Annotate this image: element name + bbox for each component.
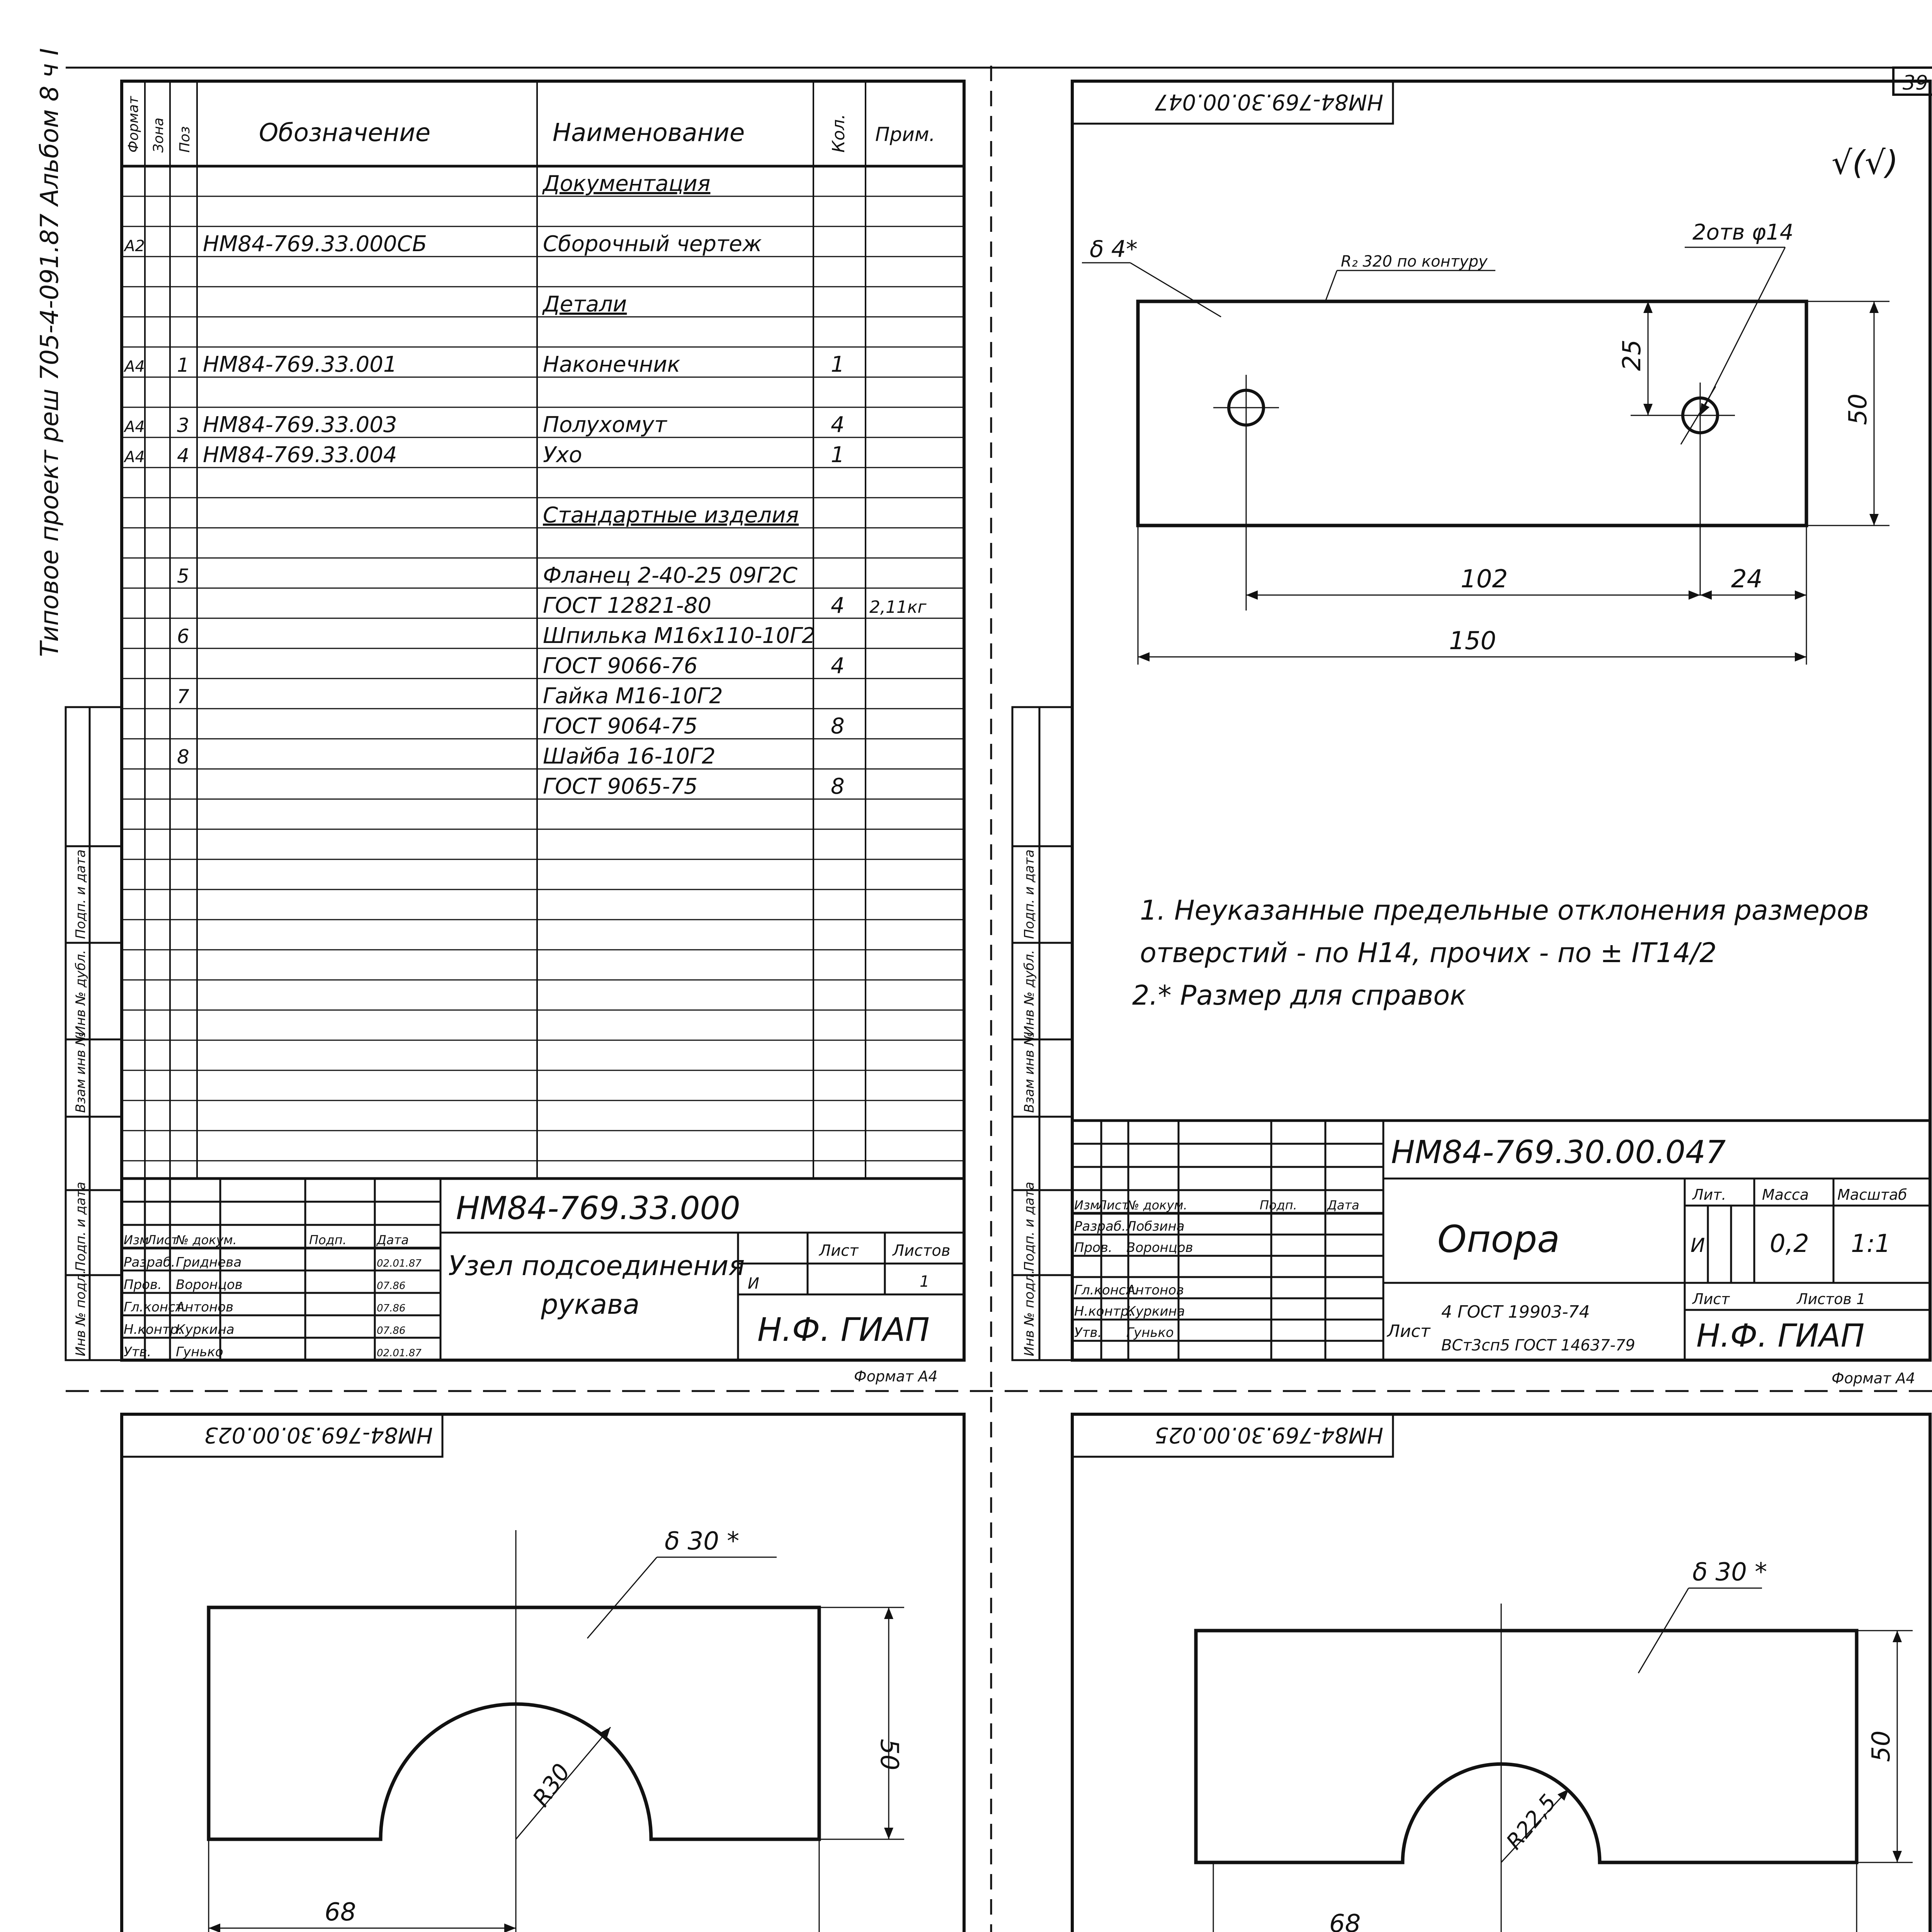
tb-role: Разраб.: [1074, 1219, 1126, 1234]
spec-stamp-label: Взам инв №: [73, 1032, 88, 1113]
spec-cell-name: Стандартные изделия: [543, 503, 799, 528]
p25-thickness: δ 30 *: [1692, 1558, 1767, 1587]
opora-dim-edge: 24: [1731, 565, 1763, 594]
opora-note-1: 1. Неуказанные предельные отклонения размеров: [1140, 895, 1869, 926]
p23-dim-half: 68: [325, 1898, 356, 1927]
opora-note-3: 2.* Размер для справок: [1132, 980, 1466, 1011]
tb-person-name: Лобзина: [1126, 1219, 1185, 1234]
spec-cell-fmt: А4: [124, 418, 145, 436]
spec-cell-pos: 6: [177, 625, 189, 648]
opora-tb-title: Опора: [1437, 1218, 1560, 1261]
opora-tb-format: Формат А4: [1832, 1370, 1915, 1387]
spec-cell-fmt: А4: [124, 448, 145, 466]
tb-person-name: Гриднева: [176, 1255, 242, 1270]
tb-person-name: Антонов: [176, 1299, 234, 1315]
tb-role: Н.контр.: [124, 1322, 183, 1337]
tb-role: Утв.: [124, 1344, 151, 1360]
p25-top-stamp: НМ84-769.30.00.025: [1155, 1422, 1383, 1447]
spec-cell-pos: 7: [177, 685, 189, 708]
tb-date: 07.86: [377, 1325, 406, 1337]
spec-cell-pos: 8: [177, 746, 189, 768]
p23-dim-height: 50: [875, 1739, 903, 1770]
spec-cell-qty: 1: [831, 442, 845, 468]
spec-header-format: Формат: [126, 96, 141, 153]
opora-stamp-label: Подп. и дата: [1022, 1182, 1037, 1271]
opora-part: [1082, 220, 1889, 665]
spec-header-note: Прим.: [875, 123, 935, 146]
tb-head-cell: Лист: [147, 1233, 179, 1247]
tb-date: 07.86: [377, 1280, 406, 1292]
spec-cell-pos: 3: [177, 414, 189, 437]
tb-role: Пров.: [1074, 1240, 1112, 1255]
tb-date: 02.01.87: [377, 1347, 422, 1359]
spec-cell-designation: НМ84-769.33.003: [203, 412, 397, 437]
opora-dim-hole-offset: 25: [1618, 339, 1646, 371]
spec-header-qty: Кол.: [829, 114, 849, 153]
spec-cell-fmt: А4: [124, 358, 145, 376]
tb-head-cell: № докум.: [176, 1233, 237, 1247]
spec-cell-pos: 1: [177, 354, 189, 376]
tb-head-cell: Дата: [377, 1233, 409, 1247]
spec-cell-name: Полухомут: [543, 412, 667, 437]
opora-tb-material-2: ВСт3сп5 ГОСТ 14637-79: [1441, 1337, 1635, 1354]
spec-header-pos: Поз: [177, 126, 193, 153]
spec-stamp-label: Инв № дубл.: [73, 950, 88, 1036]
opora-stamp-label: Инв № дубл.: [1022, 950, 1037, 1036]
page-number: 39: [1902, 71, 1929, 95]
tb-head-cell: Подп.: [309, 1233, 347, 1247]
opora-tb-scale: 1:1: [1851, 1230, 1891, 1258]
tb-head-cell: Изм: [1074, 1198, 1100, 1213]
tb-head-cell: Лист: [1097, 1198, 1129, 1213]
spec-cell-name: Наконечник: [543, 352, 680, 377]
opora-dim-height: 50: [1844, 393, 1872, 425]
p25-radius: R22,5: [1501, 1789, 1561, 1854]
opora-tb-material-1: 4 ГОСТ 19903-74: [1441, 1302, 1590, 1322]
p23-top-stamp: НМ84-769.30.00.023: [204, 1422, 433, 1447]
opora-tb-lit: И: [1690, 1234, 1705, 1257]
spec-cell-qty: 4: [831, 412, 845, 437]
spec-cell-pos: 4: [177, 444, 189, 467]
opora-dim-spacing: 102: [1461, 565, 1508, 594]
tb-person-name: Гунько: [1126, 1325, 1174, 1340]
opora-tb-code: НМ84-769.30.00.047: [1391, 1134, 1726, 1171]
opora-tb-mass: 0,2: [1770, 1230, 1809, 1258]
spec-header-name: Наименование: [553, 119, 745, 147]
tb-role: Пров.: [124, 1277, 162, 1293]
opora-stamp-label: Инв № подл.: [1022, 1270, 1037, 1356]
spec-cell-note: 2,11кг: [869, 597, 927, 617]
opora-holes: 2отв φ14: [1692, 220, 1794, 245]
opora-roughness: √(√): [1832, 144, 1898, 182]
opora-tb-org: Н.Ф. ГИАП: [1696, 1318, 1865, 1354]
spec-cell-qty: 1: [831, 352, 845, 377]
tb-person-name: Гунько: [176, 1344, 223, 1360]
spec-stamp-label: Инв № подл.: [73, 1270, 88, 1356]
tb-role: Разраб.: [124, 1255, 175, 1270]
tb-role: Гл.конст.: [124, 1299, 187, 1315]
spec-tb-people: [124, 1233, 422, 1360]
p25-dim-height: 50: [1867, 1730, 1896, 1762]
spec-tb-code: НМ84-769.33.000: [456, 1190, 740, 1227]
tb-person-name: Воронцов: [1126, 1240, 1193, 1255]
p25-dim-half: 68: [1329, 1910, 1361, 1932]
spec-cell-name: ГОСТ 12821-80: [543, 593, 711, 618]
tb-person-name: Куркина: [176, 1322, 235, 1337]
sheet-dividers: [66, 66, 1932, 1932]
spec-header-zone: Зона: [151, 117, 167, 153]
tb-role: Гл.конст.: [1074, 1282, 1138, 1298]
spec-side-caption: Типовое проект реш 705-4-091.87 Альбом 8 ч I: [36, 48, 64, 657]
spec-cell-name: Ухо: [543, 442, 582, 468]
spec-tb-sheets-val: 1: [920, 1273, 930, 1291]
spec-tb-sheet: Лист: [819, 1242, 859, 1260]
spec-tb-title-1: Узел подсоединения: [448, 1250, 745, 1282]
spec-row-lines: [122, 196, 964, 1161]
tb-head-cell: Изм: [124, 1233, 149, 1247]
spec-cell-pos: 5: [177, 565, 189, 587]
spec-cell-designation: НМ84-769.33.000СБ: [203, 231, 427, 257]
spec-cell-fmt: А2: [124, 237, 145, 255]
p23-thickness: δ 30 *: [665, 1527, 740, 1556]
tb-head-cell: № докум.: [1126, 1198, 1187, 1213]
opora-sheet: [1012, 81, 1930, 1387]
tb-head-cell: Дата: [1327, 1198, 1359, 1213]
prokladka23-sheet: [66, 1414, 964, 1932]
opora-thickness: δ 4*: [1090, 236, 1138, 263]
spec-cell-name: Гайка М16-10Г2: [543, 684, 723, 709]
opora-tb-lit-label: Лит.: [1692, 1186, 1726, 1203]
opora-note-2: отверстий - по Н14, прочих - по ± IT14/2: [1140, 937, 1717, 969]
spec-tb-title-2: рукава: [541, 1289, 640, 1320]
spec-cell-name: Детали: [543, 292, 627, 317]
spec-cell-name: Сборочный чертеж: [543, 231, 762, 257]
spec-cell-name: Документация: [543, 171, 711, 196]
p23-part: [209, 1527, 904, 1932]
spec-cell-name: ГОСТ 9064-75: [543, 714, 698, 739]
tb-role: Утв.: [1074, 1325, 1102, 1340]
spec-tb-org: Н.Ф. ГИАП: [757, 1311, 930, 1349]
tb-person-name: Антонов: [1126, 1282, 1184, 1298]
spec-sheet: [36, 48, 964, 1385]
p25-part: [1196, 1558, 1913, 1932]
spec-tb-format: Формат А4: [854, 1368, 938, 1385]
spec-stamp-label: Подп. и дата: [73, 849, 88, 939]
prokladka25-sheet: [1012, 1414, 1930, 1932]
tb-person-name: Куркина: [1126, 1304, 1185, 1319]
tb-head-cell: Подп.: [1260, 1198, 1297, 1213]
spec-cell-qty: 4: [831, 593, 845, 618]
p23-radius: R30: [527, 1759, 576, 1812]
opora-tb-mass-label: Масса: [1762, 1186, 1809, 1203]
opora-dim-length: 150: [1449, 627, 1497, 655]
opora-tb-material-pre: Лист: [1387, 1321, 1430, 1341]
tb-date: 07.86: [377, 1303, 406, 1314]
spec-cell-name: Фланец 2-40-25 09Г2С: [543, 563, 798, 588]
spec-header-designation: Обозначение: [259, 119, 431, 147]
opora-stamp-label: Взам инв №: [1022, 1032, 1037, 1113]
spec-cell-designation: НМ84-769.33.004: [203, 442, 397, 468]
tb-date: 02.01.87: [377, 1258, 422, 1269]
spec-cell-qty: 8: [831, 714, 845, 739]
spec-cell-name: ГОСТ 9066-76: [543, 653, 698, 679]
opora-weld-note: R₂ 320 по контуру: [1341, 253, 1488, 270]
spec-cell-name: ГОСТ 9065-75: [543, 774, 698, 799]
spec-cell-qty: 8: [831, 774, 845, 799]
spec-tb-sheets: Листов: [893, 1242, 951, 1260]
tb-person-name: Воронцов: [176, 1277, 243, 1293]
spec-cell-designation: НМ84-769.33.001: [203, 352, 397, 377]
opora-tb-sheet: Лист: [1692, 1291, 1730, 1308]
spec-tb-lit: И: [748, 1275, 759, 1293]
opora-top-stamp: НМ84-769.30.00.047: [1155, 89, 1383, 114]
spec-rows: [123, 171, 927, 799]
tb-role: Н.контр.: [1074, 1304, 1133, 1319]
spec-stamp-label: Подп. и дата: [73, 1182, 88, 1271]
spec-cell-name: Шайба 16-10Г2: [543, 744, 716, 769]
opora-tb-scale-label: Масштаб: [1837, 1186, 1907, 1203]
opora-stamp-label: Подп. и дата: [1022, 849, 1037, 939]
spec-cell-name: Шпилька М16х110-10Г2: [543, 623, 816, 648]
spec-cell-qty: 4: [831, 653, 845, 679]
opora-tb-sheets: Листов 1: [1797, 1291, 1866, 1308]
